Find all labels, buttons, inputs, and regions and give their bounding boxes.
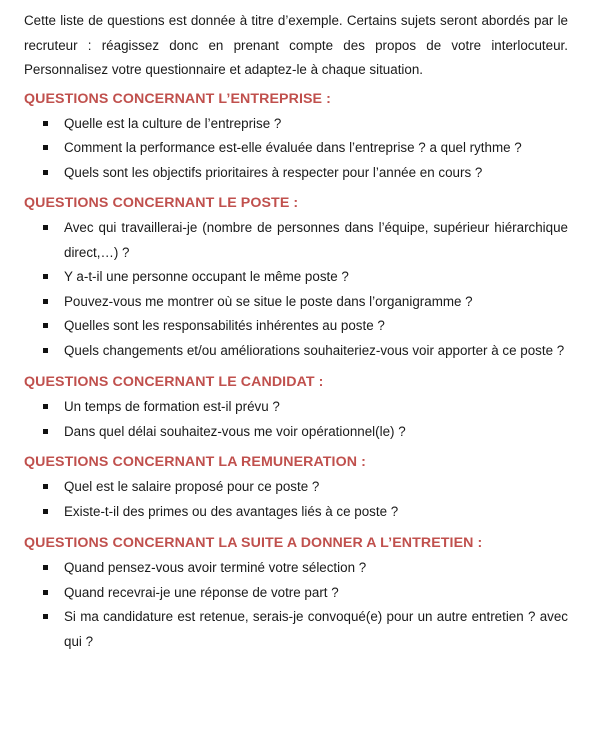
square-bullet-icon: [43, 323, 48, 328]
question-item: [24, 265, 568, 290]
question-item: [24, 112, 568, 137]
section-remuneration: [24, 452, 568, 524]
section-title: QUESTIONS CONCERNANT LE POSTE :: [24, 195, 299, 211]
question-item: [24, 605, 568, 654]
question-item: [24, 395, 568, 420]
square-bullet-icon: [43, 348, 48, 353]
question-item: [24, 420, 568, 445]
question-text: Quand pensez-vous avoir terminé votre sélection ?: [64, 560, 367, 575]
question-text: Quelle est la culture de l’entreprise ?: [64, 115, 282, 131]
section-title: QUESTIONS CONCERNANT LA REMUNERATION :: [24, 454, 366, 470]
question-text: Un temps de formation est-il prévu ?: [64, 399, 280, 414]
question-item: [24, 500, 568, 525]
section-title: QUESTIONS CONCERNANT L’ENTREPRISE :: [24, 90, 331, 107]
question-text: Quelles sont les responsabilités inhérentes au poste ?: [64, 318, 385, 333]
square-bullet-icon: [43, 614, 48, 619]
question-list: [24, 216, 568, 363]
square-bullet-icon: [43, 121, 48, 126]
question-text: Avec qui travaillerai-je (nombre de personnes dans l’équipe, supérieur hiérarchique direct,…) ?: [64, 220, 568, 260]
question-text: Quand recevrai-je une réponse de votre part ?: [64, 584, 339, 600]
square-bullet-icon: [43, 484, 48, 489]
section-candidat: [24, 372, 568, 444]
question-text: Pouvez-vous me montrer où se situe le poste dans l’organigramme ?: [64, 293, 473, 309]
square-bullet-icon: [43, 145, 48, 150]
question-item: [24, 339, 568, 364]
section-title: QUESTIONS CONCERNANT LA SUITE A DONNER A L’ENTRETIEN :: [24, 535, 483, 551]
question-list: [24, 112, 568, 186]
square-bullet-icon: [43, 404, 48, 409]
question-item: [24, 475, 568, 500]
square-bullet-icon: [43, 509, 48, 514]
question-item: [24, 216, 568, 265]
section-poste: [24, 193, 568, 363]
question-text: Quels sont les objectifs prioritaires à respecter pour l’année en cours ?: [64, 164, 483, 180]
section-suite-entretien: [24, 533, 568, 654]
question-text: Comment la performance est-elle évaluée dans l’entreprise ? a quel rythme ?: [64, 140, 522, 155]
question-item: [24, 556, 568, 581]
question-item: [24, 136, 568, 161]
question-list: [24, 556, 568, 654]
intro-paragraph: Cette liste de questions est donnée à titre d’exemple. Certains sujets seront abordés par le recruteur : réagissez donc en prenant compte des propos de votre interlocuteur. Personnalisez votre questionnaire et adaptez-le à chaque situation.: [24, 13, 568, 77]
question-text: Si ma candidature est retenue, serais-je convoqué(e) pour un autre entretien ? avec qui ?: [64, 609, 568, 649]
question-text: Y a-t-il une personne occupant le même poste ?: [64, 269, 349, 284]
square-bullet-icon: [43, 170, 48, 175]
question-text: Quels changements et/ou améliorations souhaiteriez-vous voir apporter à ce poste ?: [64, 342, 565, 358]
square-bullet-icon: [43, 225, 48, 230]
question-item: [24, 290, 568, 315]
section-title: QUESTIONS CONCERNANT LE CANDIDAT :: [24, 374, 324, 390]
square-bullet-icon: [43, 274, 48, 279]
question-text: Dans quel délai souhaitez-vous me voir opérationnel(le) ?: [64, 423, 406, 439]
square-bullet-icon: [43, 429, 48, 434]
section-entreprise: [24, 89, 568, 186]
square-bullet-icon: [43, 565, 48, 570]
question-list: [24, 475, 568, 524]
square-bullet-icon: [43, 590, 48, 595]
question-list: [24, 395, 568, 444]
question-item: [24, 161, 568, 186]
question-item: [24, 314, 568, 339]
square-bullet-icon: [43, 299, 48, 304]
question-item: [24, 581, 568, 606]
question-text: Existe-t-il des primes ou des avantages liés à ce poste ?: [64, 503, 399, 519]
question-text: Quel est le salaire proposé pour ce poste ?: [64, 479, 320, 494]
